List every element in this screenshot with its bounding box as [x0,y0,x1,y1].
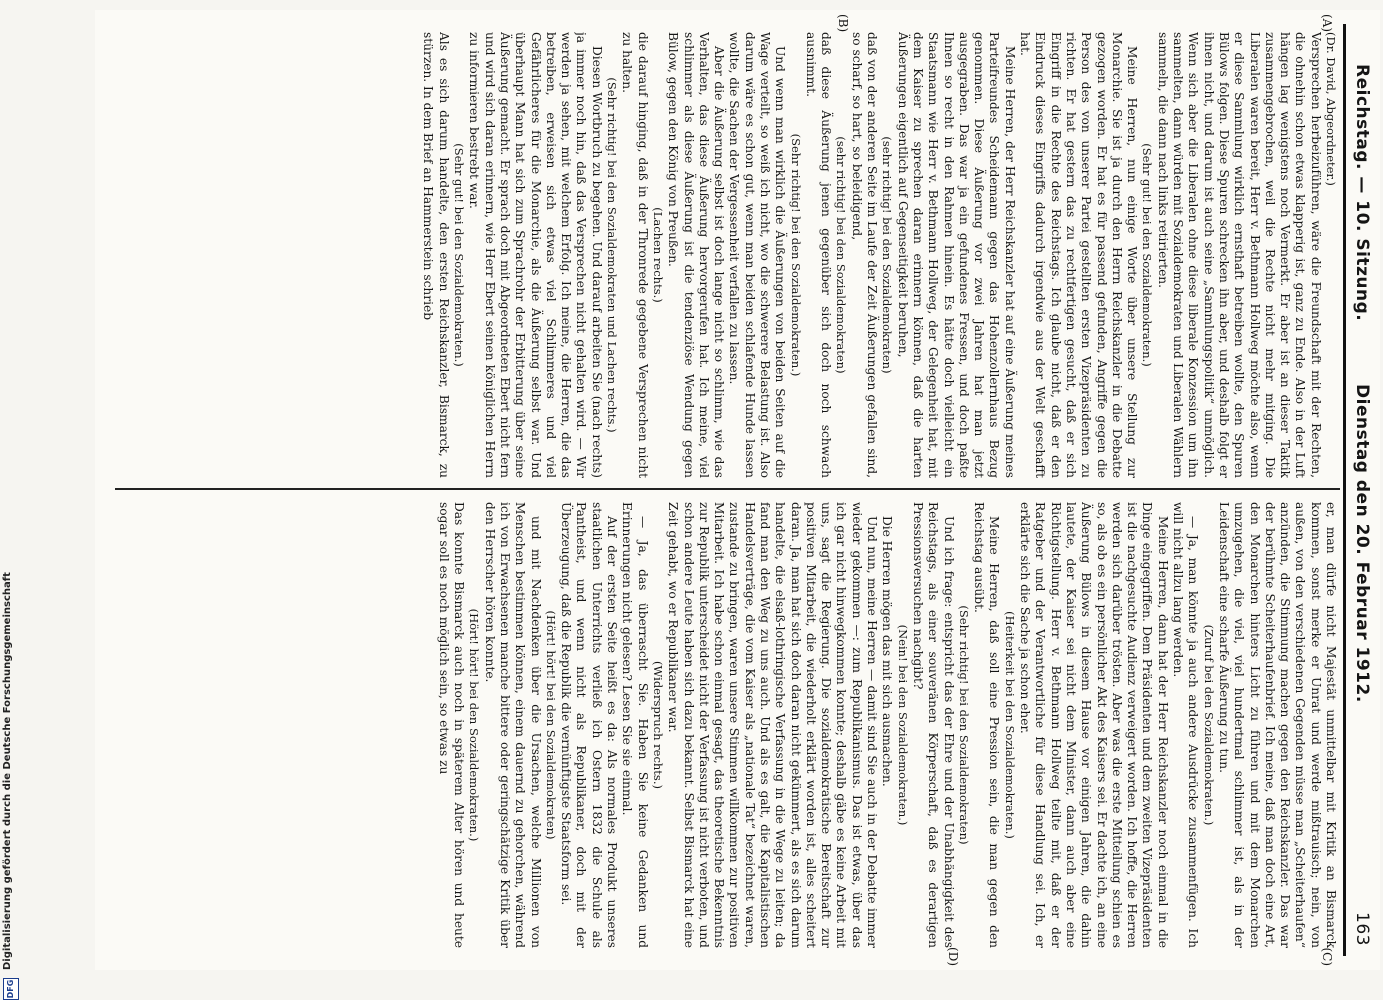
interjection: (Sehr gut! bei den Sozialdemokraten.) [452,143,467,367]
running-header [1348,24,1374,956]
text-column-left [113,32,1338,478]
paragraph: Aber die Äußerung selbst ist doch lange nicht so schlimm, wie das Verhalten, das diese Äußerung hervorgerufen hat. Ich meine, viel schlimmer als diese Äußerung ist die tendenziöse Wendung gegen Bülow, gegen den König von Preußen. [666,32,727,478]
paragraph: Und ich frage: entspricht das der Ehre und der Unabhängigkeit des Reichstags, als einer souveränen Körperschaft, daß es derartigen Pressionsversuchen nachgibt? [910,502,956,948]
paragraph: Meine Herren, nun einige Worte über unsere Stellung zur Monarchie. Sie ist ja durch den Herrn Reichskanzler in die Debatte gezogen worden. Er hat es für passend gefunden, Angriffe gegen die Person des von unserer Partei gestellten ersten Vizepräsidenten zu richten. Er hat gestern das zu rechtfertigen gesucht, daß er sich Eingriff in die Rechte des Reichstags. Ich glaube nicht, daß er den Eindruck dieses Eingriffs dadurch irgendwie aus der Welt geschafft hat. [1018,32,1140,478]
interjection: (Lachen rechts.) [650,207,665,303]
paragraph-continued: daß diese Äußerung jenen gegenüber sich doch noch schwach ausnimmt. [803,32,834,478]
paragraph-continued: daß von der anderen Seite im Laufe der Zeit Äußerungen gefallen sind, so scharf, so hart, so beleidigend, [849,32,880,478]
paragraph: — Ja, das überrascht Sie. Haben Sie keine Gedanken und Erinnerungen nicht gelesen? Lesen Sie sie einmal. [620,502,650,948]
interjection: (Sehr richtig! bei den Sozialdemokraten und Lachen rechts.) [605,77,620,433]
margin-letter-a: (A) [1320,14,1334,33]
interjection: (Nein! bei den Sozialdemokraten.) [895,624,910,826]
rotated-page-scan [95,10,1380,970]
interjection: (Sehr gut! bei den Sozialdemokraten.) [1140,143,1155,367]
paragraph-continued: Das konnte Bismarck auch noch in späterem Alter hören und heute sogar soll es noch möglich sein, so etwas zu [436,502,467,948]
margin-letter-c: (C) [1320,947,1334,966]
speaker-line: (Dr. David, Abgeordneter.) [1324,32,1338,186]
column-divider [115,488,1340,490]
paragraph: Meine Herren, dann hat der Herr Reichskanzler noch einmal in die Dinge eingegriffen. Dem Präsidenten und dem zweiten Vizepräsidenten ist die nachgesuchte Audienz verweigert worden. Ich hoffe, die Herren werden sich darüber trösten. Aber was die erste Mitteilung schien es so, als ob es ein persönlicher Akt des Kaisers sei. Er dachte ich, an eine Äußerung Bülows in diesem Hause vor einigen Jahren, die dahin lautete, der Kaiser sei nicht dem Minister, dann auch aber eine Richtigstellung. Herr v. Bethmann Hollweg teilte mit, daß er der Ratgeber und der Verantwortliche für diese Handlung sei. Ich, er erklärte sich die Sache ja schon eher. [1018,502,1170,948]
paragraph: Diesen Wortbruch zu begehen. Und darauf arbeiten Sie (nach rechts) ja immer noch hin, daß das Versprechen nicht gehalten wird. — Wir werden ja sehen, mit welchem Erfolg. Ich meine, die Herren, die das betreiben, erweisen sich etwas viel Schlimmeres und viel Gefährlicheres für die Monarchie, als die Äußerung selbst war. Und überhaupt Mann hat sich zum Sprachrohr der Erbitterung über seine Äußerung gemacht. Er sprach doch mit Abgeordneten Ebert nicht fern und wird sich daran erinnern, wie Herr Ebert seinen königlichen Herrn zu informieren bestrebt war. [467,32,604,478]
logo-text: DFG [6,979,15,999]
interjection: (Heiterkeit bei den Sozialdemokraten.) [1002,611,1017,839]
page-number: 163 [1352,912,1372,946]
paragraph: Und nun, meine Herren — damit sind Sie auch in der Debatte immer wieder gekommen —: zum Republikanismus. Das ist etwas, über das ich gar nicht hinwegkommen konnte; deshalb gäbe es keine Arbeit mit uns, sagt die Regierung. Die sozialdemokratische Bereitschaft zur positiven Mitarbeit, die wiederholt erklärt worden ist, alles scheitert daran. Ja, man hat sich doch daran nicht gekümmert, als es sich darum handelte, die elsaß-lothringische Verfassung in die Wege zu leiten; da fand man den Weg zu uns auch. Und als es galt, die Kapitalistischen Handelsverträge, die vom Kaiser als „nationale Tat“ bezeichnet waren, zustande zu bringen, waren unsere Stimmen willkommen zur positiven Mitarbeit. Ich habe schon einmal gesagt, das theoretische Bekenntnis zur Republik unterscheidet nicht der Verfassung ist nicht verboten, und schon andere Leute haben sich dazu bekannt. Selbst Bismarck hat eine Zeit gehabt, wo er Republikaner war. [666,502,880,948]
paragraph: Die Herren mögen das mit sich ausmachen. [880,516,895,787]
header-left-title: Reichstag. — 10. Sitzung. [1352,64,1372,322]
interjection: (Widerspruch rechts.) [650,661,665,789]
paragraph: Meine Herren, der Herr Reichskanzler hat auf eine Äußerung meines Parteifreundes Scheidemann gegen das Hohenzollernhaus Bezug genommen. Diese Äußerung vor zwei Jahren hat man jetzt ausgegraben. Das war ja ein gefundenes Fressen, und doch paßte Ihnen so recht in den Rahmen hinein. Es hätte doch vielleicht ein Staatsmann wie Herr v. Bethmann Hollweg, der Gelegenheit hat, mit dem Kaiser zu sprechen daran erinnern können, daß die harten Äußerungen eigentlich auf Gegenseitigkeit beruhen, [895,32,1017,478]
paragraph: und mit Nachdenken über die Ursachen, welche Millionen von Menschen bestimmen können, einem dauernd zu gehorchen, während ich von Erwachsenen manche bittere oder geringschätzige Kritik über den Herrscher hören konnte. [482,502,543,948]
paragraph: Meine Herren, daß soll eine Pression sein, die man gegen den Reichstag ausübt. [972,502,1002,948]
credit-text: Digitalisierung gefördert durch die Deutsche Forschungsgemeinschaft [2,572,13,970]
dfg-logo [3,978,19,1000]
margin-letter-b: (B) [836,14,850,33]
interjection: (Hört! hört! bei den Sozialdemokraten.) [467,608,482,842]
interjection: (sehr richtig! bei den Sozialdemokraten) [880,136,895,374]
paragraph: Und wenn man wirklich die Äußerungen von beiden Seiten auf die Wage verteilt, so weiß ich nicht, wo die schwerere Belastung ist. Also darum wäre es schon gut, wenn man beiden schlafende Hunde lassen wollte, die Sachen der Vergessenheit verfallen zu lassen. [727,32,788,478]
interjection: (Hört! hört! bei den Sozialdemokraten) [543,610,558,840]
header-rule [1343,24,1346,956]
text-column-right [113,502,1338,948]
interjection: (Sehr richtig! bei den Sozialdemokraten) [956,605,971,845]
margin-letter-d: (D) [946,947,960,966]
paragraph: Auf der ersten Seite heißt es da: Als normales Produkt unseres staatlichen Unterrichts verließ ich Ostern 1832 die Schule als Pantheist, und wenn nicht als Republikaner, doch mit der Überzeugung, daß die Republik die vernünftigste Staatsform sei. [559,502,620,948]
interjection: (Sehr richtig! bei den Sozialdemokraten.) [788,133,803,377]
header-date: Dienstag den 20. Februar 1912. [1352,384,1372,703]
paragraph-continued: Versprechen herbeizuführen, wäre die Freundschaft mit der Rechten, die ohnehin schon etwas klapperig ist, ganz zu Ende. Also in der Luft hängen lag wenigstens noch Vermerkt. Er aber ist an dieser Taktik zusammengebrochen, weil die Rechte nicht mehr mitging. Die Liberalen waren bereit, Herr v. Bethmann Hollweg möchte also, wenn er diese Sammlung wirklich ernsthaft betreiben wollte, den Spuren Bülows folgen. Diese Spuren schrecken ihn aber, und deshalb folgt er ihnen nicht, und darum ist auch seine „Sammlungspolitik“ unmöglich. Wenn sich aber die Liberalen ohne diese liberale Konzession um ihn sammelten, dann würden mit Sozialdemokraten und Liberalen Wählern sammeln, die dann nach links retirierten. [1155,32,1323,478]
paragraph-continued: er, man dürfe nicht Majestät unmittelbar mit Kritik an Bismarck kommen, sonst merke er Unrat und werde mißtrauisch; nein, von außen, von den verschiedenen Gegenden müsse man „Scheiterhaufen“ anzünden, die Stimmung machen gegen den Reichskanzler. Das war der berühmte Scheiterhaufenbrief. Ich meine, daß man doch eine Art, den Monarchen hinters Licht zu führen und mit dem Monarchen umzugehen, die viel, viel hundertmal schlimmer ist, als in der Leidenschaft eine scharfe Äußerung zu tun. [1216,502,1338,948]
paragraph-continued: Als es sich darum handelte, den ersten Reichskanzler, Bismarck, zu stürzen. In dem Brief an Hammerstein schrieb [421,32,451,478]
paragraph: — Ja, man könnte ja auch andere Ausdrücke zusammenfügen. Ich will nicht allzu lang werden. [1171,502,1201,948]
digitization-credit [2,270,20,970]
paragraph-continued: die darauf hinging, daß in der Thronrede gegebene Versprechen nicht zu halten. [620,32,650,478]
page [95,10,1380,970]
interjection: (Zuruf bei den Sozialdemokraten.) [1201,624,1216,826]
interjection: (sehr richtig! bei den Sozialdemokraten) [834,136,849,374]
